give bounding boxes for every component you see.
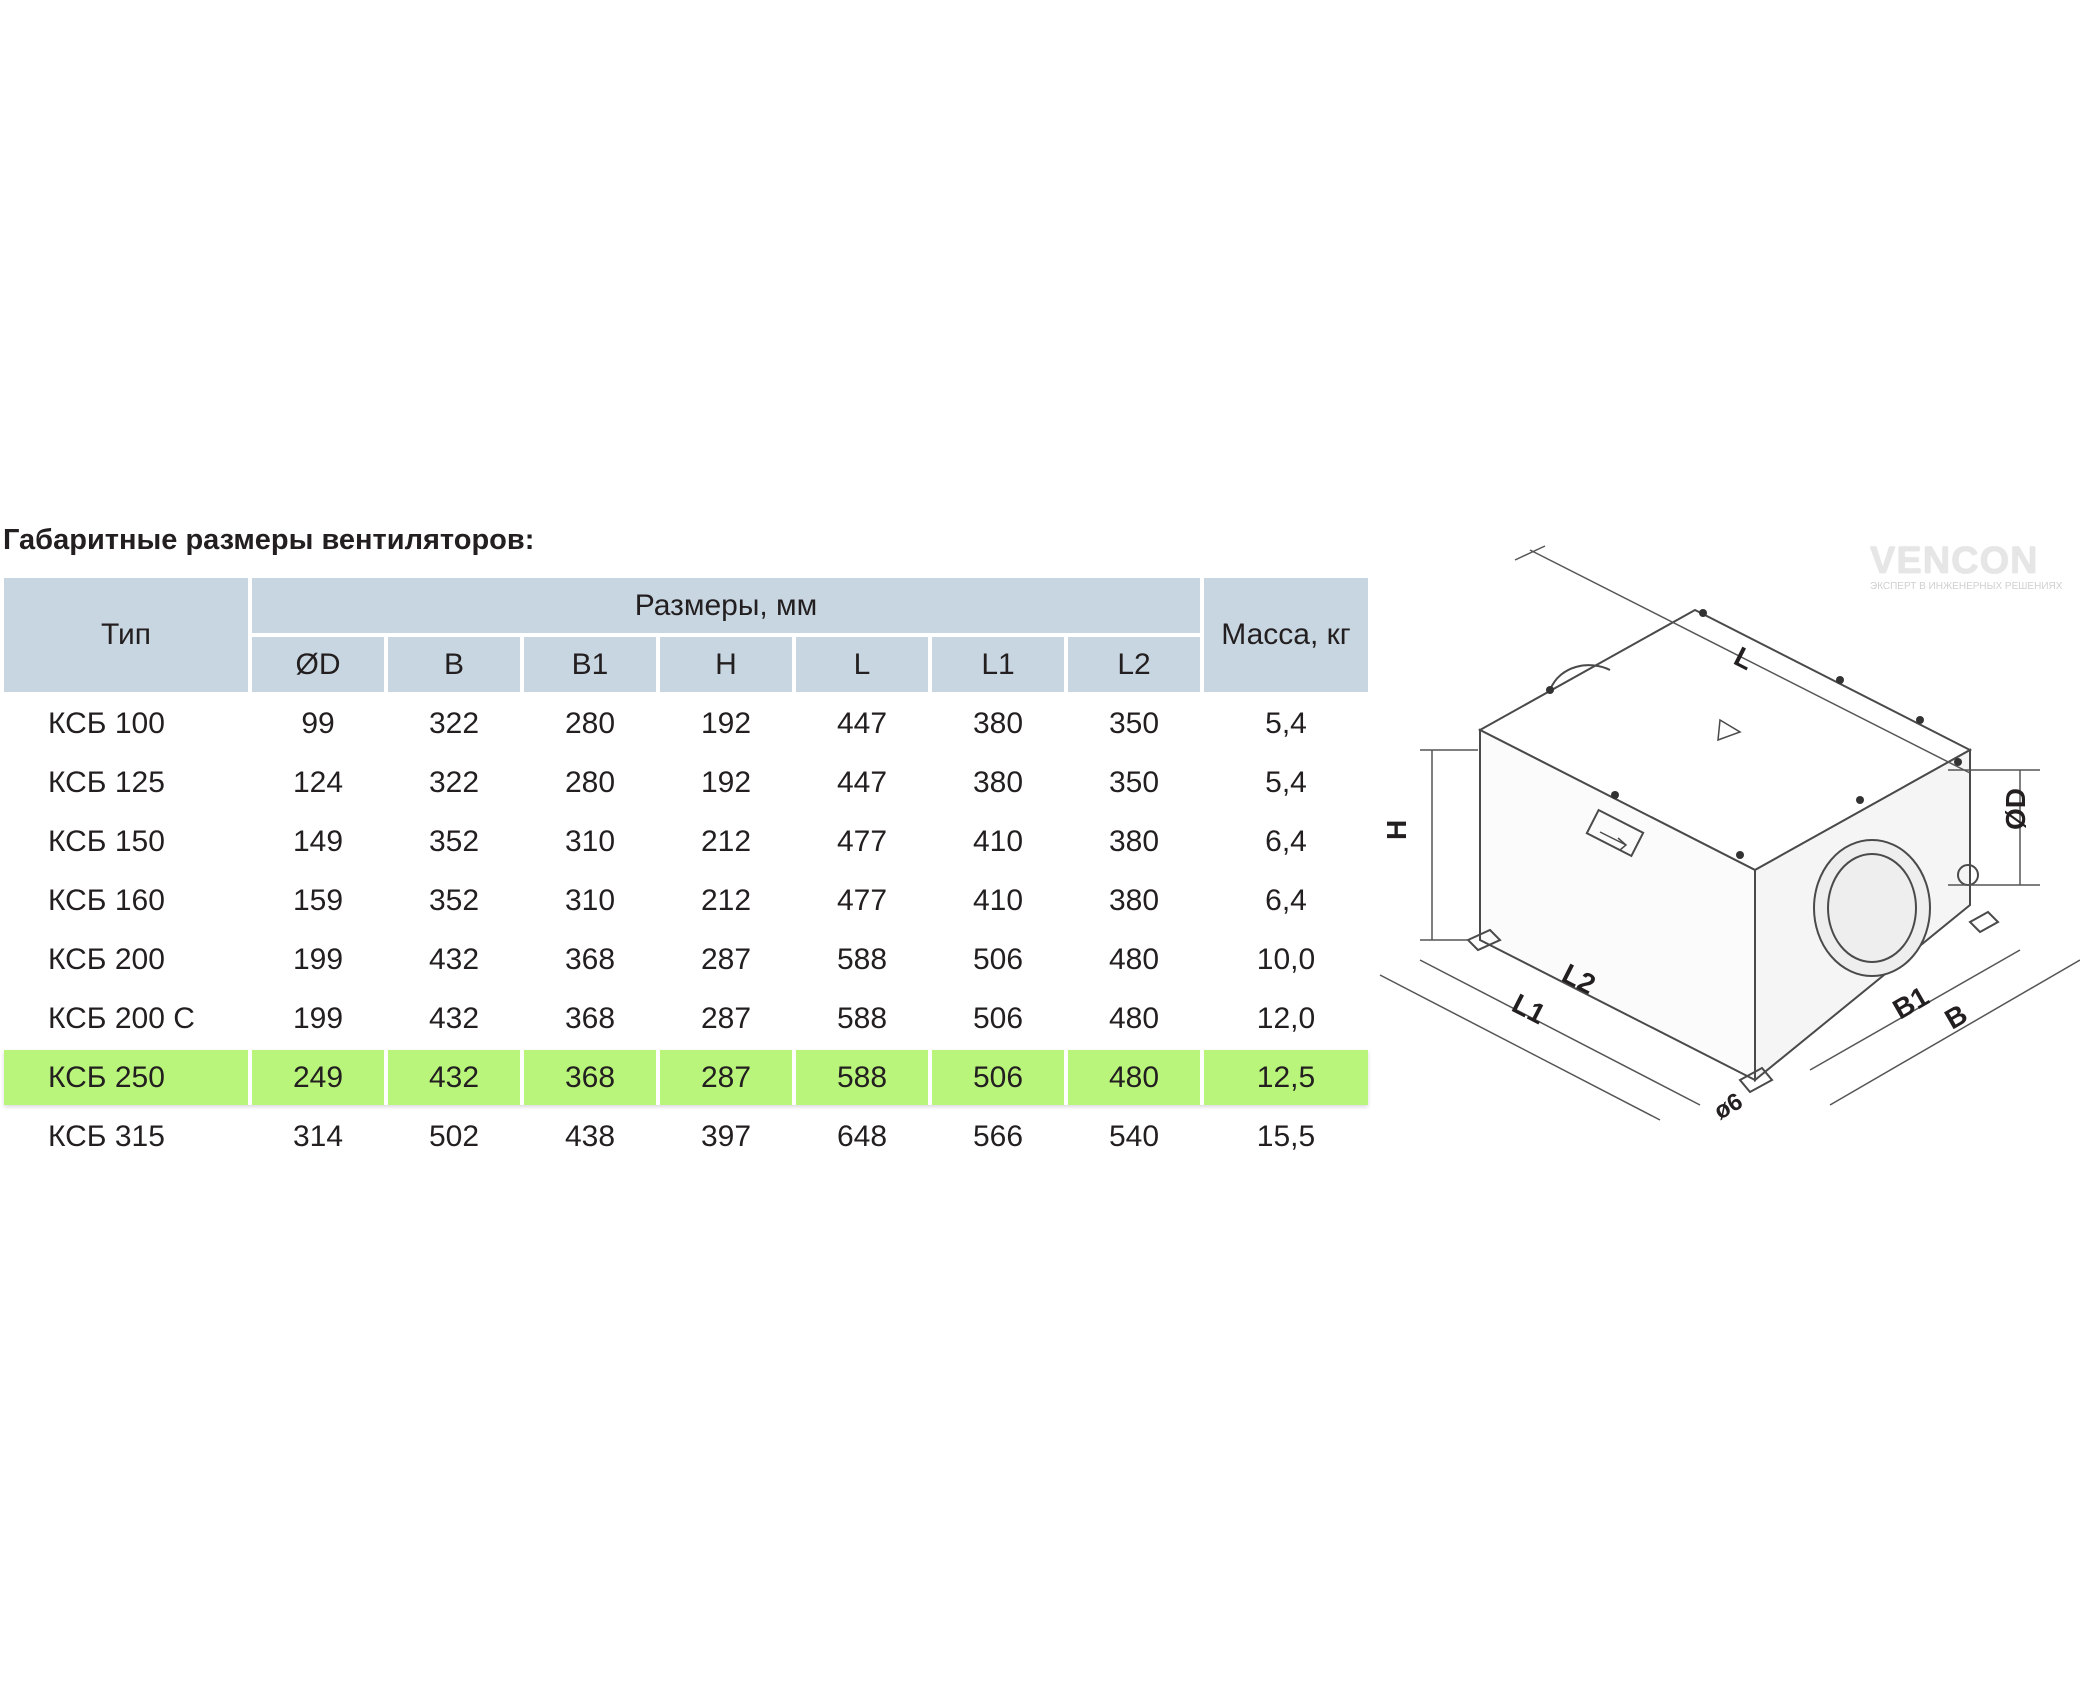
cell-dimension: 447 — [836, 765, 888, 799]
header-mass: Масса, кг — [1204, 578, 1368, 692]
cell-dimension: 397 — [700, 1119, 752, 1153]
cell-dimension: 350 — [1108, 765, 1160, 799]
label-b1: B1 — [1887, 980, 1935, 1026]
cell-dimension: 438 — [564, 1119, 616, 1153]
cell-dimension: 432 — [388, 1050, 520, 1105]
cell-mass: 15,5 — [1256, 1119, 1316, 1153]
cell-dimension: 410 — [972, 883, 1024, 917]
logo-tagline: ЭКСПЕРТ В ИНЖЕНЕРНЫХ РЕШЕНИЯХ — [1870, 581, 2063, 592]
cell-dimension: 540 — [1108, 1119, 1160, 1153]
cell-dimension: 124 — [292, 765, 344, 799]
cell-dimension: 506 — [972, 942, 1024, 976]
cell-dimension: 588 — [796, 1050, 928, 1105]
cell-dimension: 99 — [301, 706, 335, 740]
cell-dimension: 310 — [564, 824, 616, 858]
warning-icon — [1718, 720, 1740, 740]
cell-dimension: 314 — [292, 1119, 344, 1153]
cell-dimension: 588 — [836, 942, 888, 976]
label-h: H — [1381, 819, 1412, 840]
header-d: ØD — [252, 637, 384, 692]
header-h: H — [660, 637, 792, 692]
logo-brand: VENCON — [1870, 540, 2039, 582]
cell-dimension: 280 — [564, 706, 616, 740]
section-title: Габаритные размеры вентиляторов: — [3, 524, 535, 556]
cell-dimension: 249 — [252, 1050, 384, 1105]
cell-dimension: 368 — [524, 1050, 656, 1105]
header-l1: L1 — [932, 637, 1064, 692]
cell-mass: 6,4 — [1265, 824, 1307, 858]
cell-mass: 10,0 — [1256, 942, 1316, 976]
table-row — [4, 873, 1368, 928]
cell-dimension: 212 — [700, 824, 752, 858]
cell-dimension: 447 — [836, 706, 888, 740]
cell-dimension: 432 — [428, 1001, 480, 1035]
cell-type: КСБ 200 — [48, 942, 165, 976]
header-type: Тип — [4, 578, 248, 692]
cell-dimension: 352 — [428, 883, 480, 917]
cell-mass: 6,4 — [1265, 883, 1307, 917]
cell-dimension: 322 — [428, 765, 480, 799]
fan-dimension-drawing — [1360, 520, 2080, 1140]
cell-type: КСБ 100 — [48, 706, 165, 740]
label-b: B — [1939, 998, 1973, 1036]
label-hole: ø6 — [1709, 1087, 1748, 1126]
cell-dimension: 322 — [428, 706, 480, 740]
table-row — [4, 696, 1368, 751]
cell-type: КСБ 315 — [48, 1119, 165, 1153]
header-b1: B1 — [524, 637, 656, 692]
cell-dimension: 310 — [564, 883, 616, 917]
label-l1: L1 — [1507, 987, 1551, 1031]
cell-dimension: 350 — [1108, 706, 1160, 740]
cell-type: КСБ 125 — [48, 765, 165, 799]
label-l: L — [1729, 640, 1759, 677]
cell-dimension: 192 — [700, 765, 752, 799]
cell-dimension: 199 — [292, 1001, 344, 1035]
cell-dimension: 410 — [972, 824, 1024, 858]
cell-dimension: 159 — [292, 883, 344, 917]
cell-dimension: 506 — [972, 1001, 1024, 1035]
cell-dimension: 480 — [1108, 942, 1160, 976]
header-dimensions-group: Размеры, мм — [252, 578, 1200, 633]
table-row — [4, 755, 1368, 810]
cell-dimension: 287 — [700, 1001, 752, 1035]
duct-outlet — [1814, 840, 1930, 976]
cell-mass: 5,4 — [1265, 765, 1307, 799]
cell-dimension: 368 — [564, 942, 616, 976]
table-row — [4, 1050, 1368, 1105]
cell-dimension: 280 — [564, 765, 616, 799]
cell-type: КСБ 250 — [4, 1050, 248, 1105]
cell-dimension: 149 — [292, 824, 344, 858]
table-row — [4, 814, 1368, 869]
foot-right — [1970, 912, 1998, 932]
box-left-face — [1480, 730, 1755, 1080]
cell-dimension: 287 — [660, 1050, 792, 1105]
cell-dimension: 192 — [700, 706, 752, 740]
header-l2: L2 — [1068, 637, 1200, 692]
cell-mass: 12,5 — [1204, 1050, 1368, 1105]
cell-dimension: 432 — [428, 942, 480, 976]
cell-dimension: 648 — [836, 1119, 888, 1153]
header-b: B — [388, 637, 520, 692]
cell-dimension: 566 — [972, 1119, 1024, 1153]
cell-dimension: 480 — [1068, 1050, 1200, 1105]
cell-type: КСБ 200 С — [48, 1001, 195, 1035]
dimensions-table — [0, 574, 1372, 1168]
cell-dimension: 477 — [836, 824, 888, 858]
cell-dimension: 506 — [932, 1050, 1064, 1105]
table-row — [4, 1109, 1368, 1164]
cell-mass: 5,4 — [1265, 706, 1307, 740]
cell-dimension: 477 — [836, 883, 888, 917]
cell-type: КСБ 150 — [48, 824, 165, 858]
cell-dimension: 212 — [700, 883, 752, 917]
label-l2: L2 — [1557, 957, 1601, 1001]
cell-dimension: 380 — [972, 706, 1024, 740]
cell-dimension: 380 — [972, 765, 1024, 799]
cell-dimension: 480 — [1108, 1001, 1160, 1035]
table-row — [4, 991, 1368, 1046]
cell-dimension: 502 — [428, 1119, 480, 1153]
cell-dimension: 368 — [564, 1001, 616, 1035]
cell-dimension: 380 — [1108, 824, 1160, 858]
table-row — [4, 932, 1368, 987]
cell-dimension: 380 — [1108, 883, 1160, 917]
cell-dimension: 287 — [700, 942, 752, 976]
header-l: L — [796, 637, 928, 692]
cell-dimension: 588 — [836, 1001, 888, 1035]
cell-dimension: 352 — [428, 824, 480, 858]
cell-mass: 12,0 — [1256, 1001, 1316, 1035]
cell-type: КСБ 160 — [48, 883, 165, 917]
label-d: ØD — [2000, 788, 2031, 830]
cell-dimension: 199 — [292, 942, 344, 976]
